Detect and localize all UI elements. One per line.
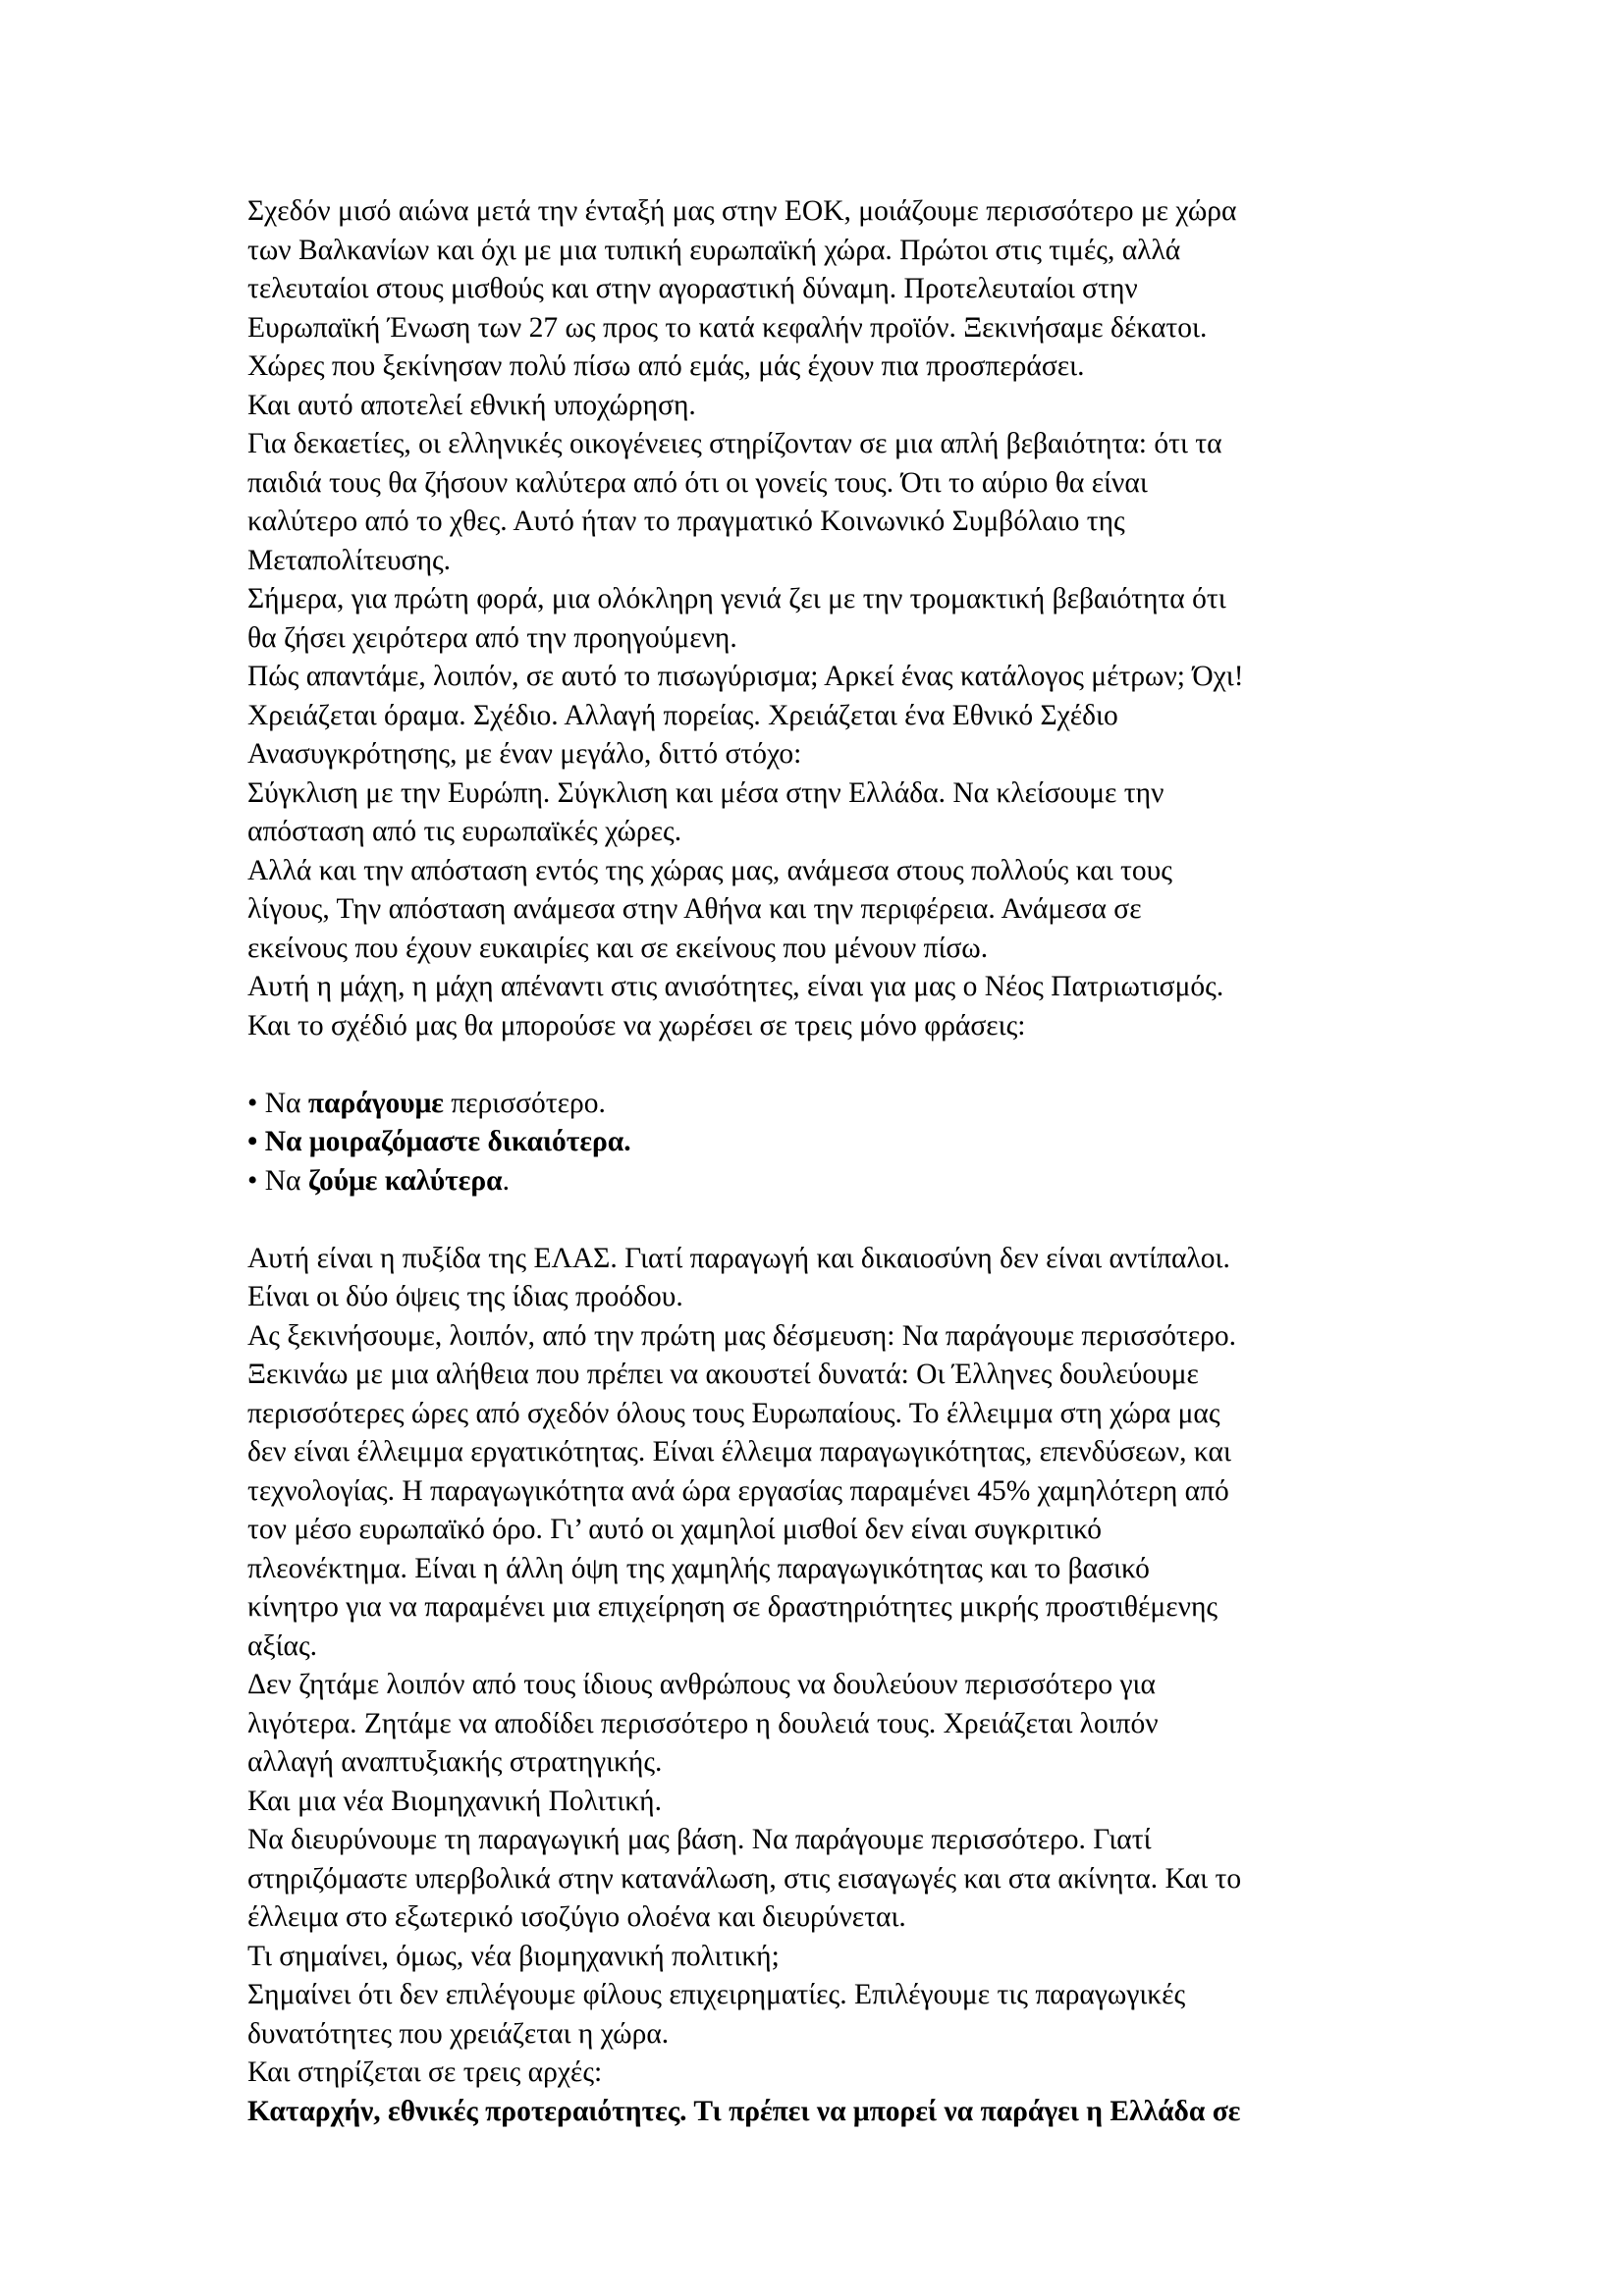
- paragraph-spacer: [247, 1045, 1406, 1085]
- text-line: τεχνολογίας. Η παραγωγικότητα ανά ώρα εργασίας παραμένει 45% χαμηλότερη από: [247, 1474, 1229, 1507]
- text-line: λίγους, Την απόσταση ανάμεσα στην Αθήνα και την περιφέρεια. Ανάμεσα σε: [247, 893, 1142, 925]
- text-line: Δεν ζητάμε λοιπόν από τους ίδιους ανθρώπους να δουλεύουν περισσότερο για: [247, 1669, 1156, 1700]
- text-line: Και το σχέδιό μας θα μπορούσε να χωρέσει σε τρεις μόνο φράσεις:: [247, 1009, 1026, 1041]
- text-line: Και μια νέα Βιομηχανική Πολιτική.: [247, 1785, 662, 1817]
- text-line: Μεταπολίτευσης.: [247, 544, 452, 576]
- body-section: [247, 1240, 1406, 2132]
- text-line: κίνητρο για να παραμένει μια επιχείρηση σε δραστηριότητες μικρής προστιθέμενης: [247, 1591, 1218, 1623]
- text-line: θα ζήσει χειρότερα από την προηγούμενη.: [247, 621, 737, 654]
- text-line: Σχεδόν μισό αιώνα μετά την ένταξή μας στην ΕΟΚ, μοιάζουμε περισσότερο με χώρα: [247, 195, 1237, 227]
- text-line: στηριζόμαστε υπερβολικά στην κατανάλωση, στις εισαγωγές και στα ακίνητα. Και το: [247, 1862, 1242, 1895]
- text-line: Χρειάζεται όραμα. Σχέδιο. Αλλαγή πορείας. Χρειάζεται ένα Εθνικό Σχέδιο: [247, 699, 1118, 731]
- bullet-text: περισσότερο.: [443, 1087, 606, 1119]
- text-line: Πώς απαντάμε, λοιπόν, σε αυτό το πισωγύρισμα; Αρκεί ένας κατάλογος μέτρων; Όχι!: [247, 661, 1244, 692]
- text-line: αξίας.: [247, 1629, 318, 1662]
- bullet-emphasis: • Να μοιραζόμαστε δικαιότερα.: [247, 1126, 631, 1157]
- text-line: Τι σημαίνει, όμως, νέα βιομηχανική πολιτική;: [247, 1940, 780, 1972]
- text-line: Ας ξεκινήσουμε, λοιπόν, από την πρώτη μας δέσμευση: Να παράγουμε περισσότερο.: [247, 1319, 1237, 1352]
- text-line: πλεονέκτημα. Είναι η άλλη όψη της χαμηλής παραγωγικότητας και το βασικό: [247, 1552, 1150, 1584]
- text-line: Αυτή η μάχη, η μάχη απέναντι στις ανισότητες, είναι για μας ο Νέος Πατριωτισμός.: [247, 971, 1224, 1002]
- text-line: τελευταίοι στους μισθούς και στην αγοραστική δύναμη. Προτελευταίοι στην: [247, 273, 1138, 304]
- text-line: Σημαίνει ότι δεν επιλέγουμε φίλους επιχειρηματίες. Επιλέγουμε τις παραγωγικές: [247, 1979, 1186, 2010]
- bullet-emphasis: ζούμε καλύτερα: [307, 1164, 503, 1197]
- bullet-text: .: [502, 1164, 510, 1197]
- intro-section: [247, 192, 1406, 1045]
- text-line: Ευρωπαϊκή Ένωση των 27 ως προς το κατά κεφαλήν προϊόν. Ξεκινήσαμε δέκατοι.: [247, 311, 1208, 344]
- text-line: απόσταση από τις ευρωπαϊκές χώρες.: [247, 816, 682, 847]
- text-line: δυνατότητες που χρειάζεται η χώρα.: [247, 2017, 670, 2050]
- text-line: δεν είναι έλλειμμα εργατικότητας. Είναι έλλειμα παραγωγικότητας, επενδύσεων, και: [247, 1436, 1231, 1468]
- text-line: Για δεκαετίες, οι ελληνικές οικογένειες στηρίζονταν σε μια απλή βεβαιότητα: ότι τα: [247, 428, 1222, 459]
- bullet-item-share: [247, 1123, 1406, 1162]
- text-line: περισσότερες ώρες από σχεδόν όλους τους Ευρωπαίους. Το έλλειμμα στη χώρα μας: [247, 1397, 1220, 1429]
- text-line: Ξεκινάω με μια αλήθεια που πρέπει να ακουστεί δυνατά: Οι Έλληνες δουλεύουμε: [247, 1359, 1199, 1390]
- text-line: των Βαλκανίων και όχι με μια τυπική ευρωπαϊκή χώρα. Πρώτοι στις τιμές, αλλά: [247, 234, 1181, 266]
- text-line: λιγότερα. Ζητάμε να αποδίδει περισσότερο η δουλειά τους. Χρειάζεται λοιπόν: [247, 1707, 1159, 1739]
- text-line: Και αυτό αποτελεί εθνική υποχώρηση.: [247, 389, 696, 421]
- text-line: Αυτή είναι η πυξίδα της ΕΛΑΣ. Γιατί παραγωγή και δικαιοσύνη δεν είναι αντίπαλοι.: [247, 1242, 1230, 1274]
- text-line: Να διευρύνουμε τη παραγωγική μας βάση. Να παράγουμε περισσότερο. Γιατί: [247, 1824, 1152, 1855]
- bullet-text: • Να: [247, 1087, 308, 1119]
- bullet-list: [247, 1085, 1406, 1201]
- text-line: Σήμερα, για πρώτη φορά, μια ολόκληρη γενιά ζει με την τρομακτική βεβαιότητα ότι: [247, 583, 1226, 614]
- text-line: Αλλά και την απόσταση εντός της χώρας μας, ανάμεσα στους πολλούς και τους: [247, 854, 1172, 886]
- text-line: Ανασυγκρότησης, με έναν μεγάλο, διττό στόχο:: [247, 738, 802, 770]
- document-page: [247, 192, 1406, 2131]
- text-line: έλλειμα στο εξωτερικό ισοζύγιο ολοένα και διευρύνεται.: [247, 1901, 906, 1933]
- paragraph-spacer: [247, 1201, 1406, 1240]
- text-line: τον μέσο ευρωπαϊκό όρο. Γι’ αυτό οι χαμηλοί μισθοί δεν είναι συγκριτικό: [247, 1514, 1102, 1545]
- text-line: Χώρες που ξεκίνησαν πολύ πίσω από εμάς, μάς έχουν πια προσπεράσει.: [247, 350, 1085, 382]
- bold-heading-text: Καταρχήν, εθνικές προτεραιότητες. Τι πρέπει να μπορεί να παράγει η Ελλάδα σε: [247, 2095, 1241, 2127]
- text-line: καλύτερο από το χθες. Αυτό ήταν το πραγματικό Κοινωνικό Συμβόλαιο της: [247, 506, 1125, 537]
- text-line: εκείνους που έχουν ευκαιρίες και σε εκείνους που μένουν πίσω.: [247, 932, 989, 964]
- bold-heading-line: [247, 2093, 1406, 2132]
- text-line: παιδιά τους θα ζήσουν καλύτερα από ότι οι γονείς τους. Ότι το αύριο θα είναι: [247, 466, 1148, 499]
- text-line: αλλαγή αναπτυξιακής στρατηγικής.: [247, 1746, 663, 1778]
- bullet-item-live: [247, 1162, 1406, 1201]
- bullet-item-produce: [247, 1085, 1406, 1124]
- text-line: Και στηρίζεται σε τρεις αρχές:: [247, 2056, 603, 2088]
- bullet-text: • Να: [247, 1164, 308, 1197]
- bullet-emphasis: παράγουμε: [307, 1087, 444, 1119]
- text-line: Είναι οι δύο όψεις της ίδιας προόδου.: [247, 1281, 683, 1312]
- text-line: Σύγκλιση με την Ευρώπη. Σύγκλιση και μέσα στην Ελλάδα. Να κλείσουμε την: [247, 776, 1164, 809]
